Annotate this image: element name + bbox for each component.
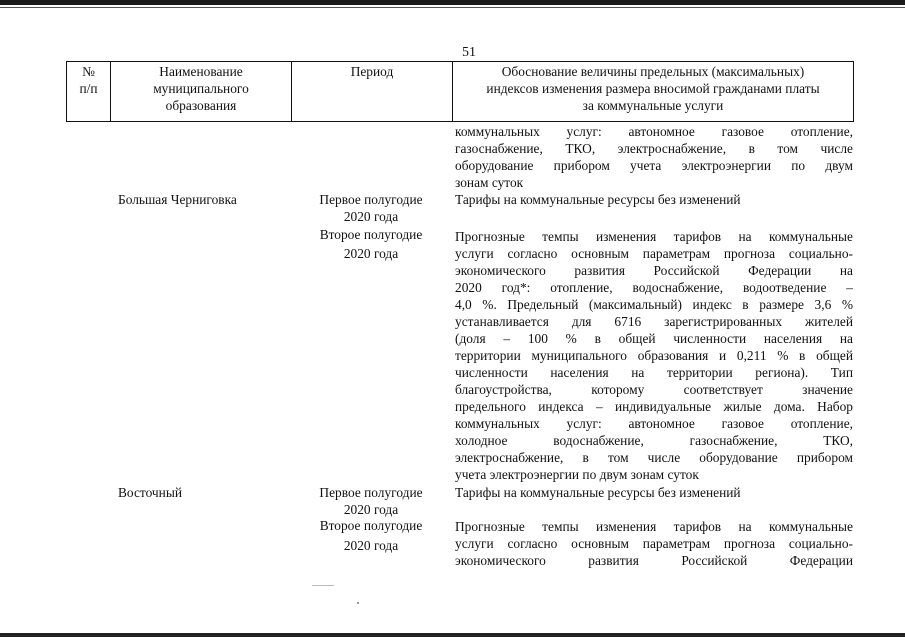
period-second-half	[291, 517, 451, 554]
justification-text	[455, 518, 853, 569]
text-line: экономического развития Российской Федерации на	[455, 263, 853, 278]
period-first-half	[291, 191, 451, 225]
header-municipality-line-2: муниципального	[153, 81, 249, 96]
text-line: коммунальных услуг: автономное газовое отопление,	[455, 416, 853, 431]
scan-border-bottom	[0, 633, 905, 637]
table-top-rule	[66, 61, 854, 62]
header-justification-line-1: Обоснование величины предельных (максимальных)	[501, 64, 805, 79]
period-line: Первое полугодие	[319, 485, 423, 500]
header-period-line-1: Период	[350, 64, 394, 79]
scan-border-top	[0, 0, 905, 5]
text-line: Тарифы на коммунальные ресурсы без изменений	[455, 192, 741, 207]
text-line: учета электроэнергии по двум зонам суток	[455, 467, 699, 482]
text-line: устанавливается для 6716 зарегистрированных жителей	[455, 314, 853, 329]
header-justification-line-2: индексов изменения размера вносимой гражданами платы	[486, 81, 820, 96]
text-line: экономического развития Российской Федерации	[455, 553, 853, 568]
text-line: услуги согласно основным параметрам прогноза социально-	[455, 246, 853, 261]
header-justification	[453, 63, 853, 114]
text-line: услуги согласно основным параметрам прогноза социально-	[455, 536, 853, 551]
text-line: территории муниципального образования и 0,211 % в общей	[455, 348, 853, 363]
text-line: оборудование прибором учета электроэнергии по двум	[455, 158, 853, 173]
text-line: коммунальных услуг: автономное газовое отопление,	[455, 124, 853, 139]
table-header-bottom-rule	[66, 121, 854, 122]
scan-border-line	[0, 7, 905, 8]
text-line: 2020 год*: отопление, водоснабжение, водоотведение –	[455, 280, 853, 295]
continuation-text	[455, 123, 853, 191]
text-line: Прогнозные темпы изменения тарифов на коммунальные	[455, 229, 853, 244]
justification-text	[455, 484, 853, 501]
scan-artifact	[312, 585, 334, 586]
period-line: Первое полугодие	[319, 192, 423, 207]
period-line: 2020 года	[343, 209, 399, 224]
period-line: 2020 года	[343, 502, 399, 517]
text-line: холодное водоснабжение, газоснабжение, ТКО,	[455, 433, 853, 448]
text-line: электроснабжение, в том числе оборудование прибором	[455, 450, 853, 465]
header-justification-line-3: за коммунальные услуги	[582, 98, 724, 113]
period-line: Второе полугодие	[319, 227, 423, 242]
text-line: Прогнозные темпы изменения тарифов на коммунальные	[455, 519, 853, 534]
text-line: Тарифы на коммунальные ресурсы без изменений	[455, 485, 741, 500]
period-line: 2020 года	[343, 246, 399, 261]
period-first-half	[291, 484, 451, 518]
justification-text	[455, 228, 853, 483]
text-line: благоустройства, которому соответствует значение	[455, 382, 853, 397]
header-municipality-line-3: образования	[165, 98, 237, 113]
municipality-name: Восточный	[118, 485, 182, 500]
header-number-line-1: №	[82, 64, 95, 79]
text-line: численности населения на территории региона). Тип	[455, 365, 853, 380]
header-period	[292, 63, 452, 80]
header-number-line-2: п/п	[79, 81, 98, 96]
page-number: 51	[462, 45, 476, 60]
text-line: (доля – 100 % в общей численности населения на	[455, 331, 853, 346]
period-second-half	[291, 226, 451, 262]
scan-artifact	[357, 602, 359, 604]
text-line: 4,0 %. Предельный (максимальный) индекс в размере 3,6 %	[455, 297, 853, 312]
header-number	[67, 63, 110, 97]
period-line: 2020 года	[343, 538, 399, 553]
text-line: предельного индекса – индивидуальные жилые дома. Набор	[455, 399, 853, 414]
header-municipality	[111, 63, 291, 114]
table-right-border	[853, 61, 854, 122]
header-municipality-line-1: Наименование	[159, 64, 243, 79]
text-line: газоснабжение, ТКО, электроснабжение, в том числе	[455, 141, 853, 156]
justification-text	[455, 191, 853, 208]
text-line: зонам суток	[455, 175, 524, 190]
municipality-name: Большая Черниговка	[118, 192, 237, 207]
period-line: Второе полугодие	[319, 518, 423, 533]
